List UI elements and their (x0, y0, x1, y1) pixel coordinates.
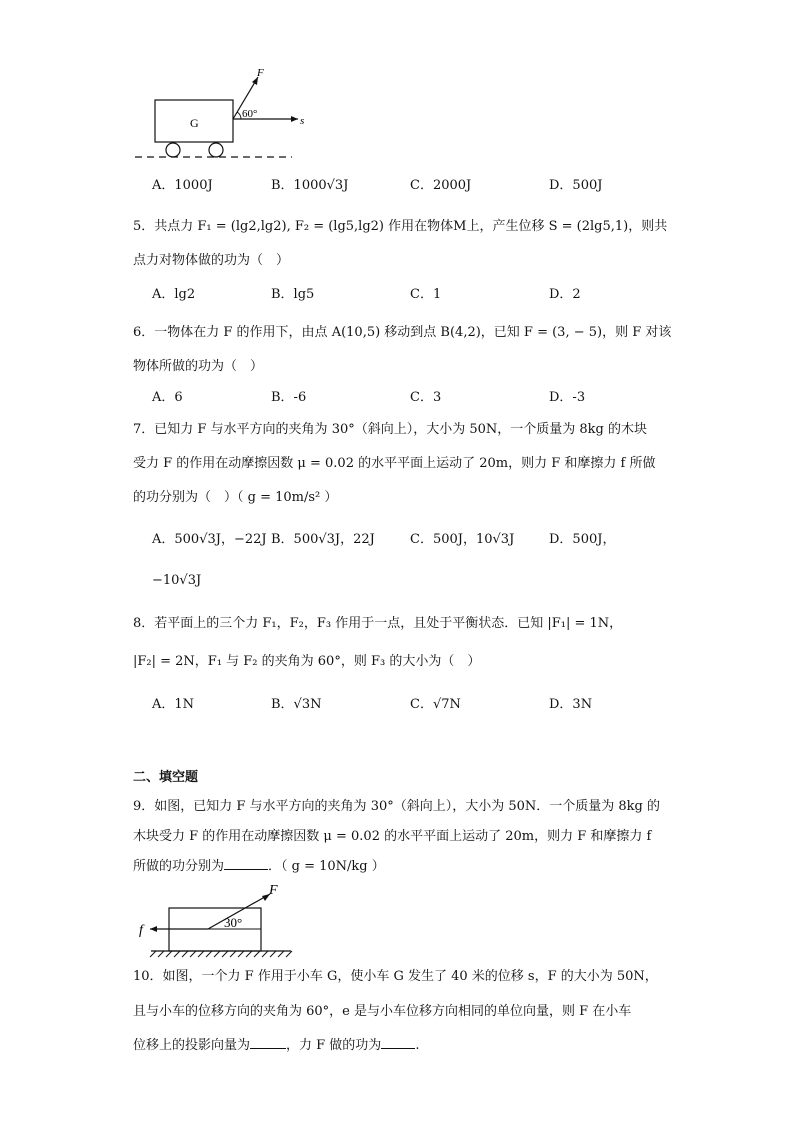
displacement-label: s (300, 115, 305, 127)
q10-text-line1: 10．如图，一个力 F 作用于小车 G，使小车 G 发生了 40 米的位移 s，F 的大小为 50N， (133, 969, 658, 984)
q7-text-line3: 的功分别为（ ）（ g = 10m/s² ） (133, 490, 338, 505)
section-title-fill-in: 二、填空题 (133, 770, 199, 785)
q7-text-line1: 7．已知力 F 与水平方向的夹角为 30°（斜向上），大小为 50N，一个质量为 8kg 的木块 (133, 422, 648, 437)
q8-option-c[interactable]: C．√7N (410, 697, 461, 712)
q7-option-a[interactable]: A．500√3J，−22J (152, 532, 267, 547)
q10-text-line3 (133, 1034, 419, 1056)
q4-option-d[interactable]: D．500J (549, 178, 603, 193)
q6-option-d[interactable]: D．-3 (549, 390, 586, 405)
q6-option-a[interactable]: A．6 (152, 390, 183, 405)
q10-text-line3c: . (415, 1038, 420, 1053)
q8-option-d[interactable]: D．3N (549, 697, 593, 712)
figure-cart-force (130, 62, 310, 162)
force-label: F (257, 67, 264, 79)
q5-option-b[interactable]: B．lg5 (271, 287, 315, 302)
cart-wheel-right (209, 143, 223, 157)
q5-text-line1: 5．共点力 F₁ = (lg2,lg2), F₂ = (lg5,lg2) 作用在物体M上，产生位移 S = (2lg5,1)，则共 (133, 219, 668, 234)
q10-text-line2: 且与小车的位移方向的夹角为 60°，e 是与小车位移方向相同的单位向量，则 F 在小车 (133, 1004, 632, 1019)
q9-text-line3 (133, 855, 385, 877)
figure-block-force (136, 880, 296, 958)
q10-text-line3a: 位移上的投影向量为 (133, 1038, 251, 1053)
q7-option-c[interactable]: C．500J，10√3J (410, 532, 515, 547)
displacement-arrow-head (291, 116, 298, 122)
angle-label: 30° (224, 915, 243, 930)
q8-text-line2: |F₂| = 2N，F₁ 与 F₂ 的夹角为 60°，则 F₃ 的大小为（ ） (133, 654, 481, 669)
angle-label: 60° (242, 108, 258, 120)
q10-text-line3b: ，力 F 做的功为 (286, 1038, 382, 1053)
q5-option-a[interactable]: A．lg2 (152, 287, 196, 302)
angle-arc (237, 112, 241, 119)
q5-text-line2: 点力对物体做的功为（ ） (133, 253, 290, 268)
q4-option-a[interactable]: A．1000J (152, 178, 213, 193)
friction-arrow-head (150, 926, 157, 932)
q8-text-line1: 8．若平面上的三个力 F₁，F₂，F₃ 作用于一点，且处于平衡状态．已知 |F₁| = 1N， (133, 616, 623, 631)
q9-answer-blank[interactable] (224, 855, 268, 870)
q5-option-d[interactable]: D．2 (549, 287, 581, 302)
q9-text-line1: 9．如图，已知力 F 与水平方向的夹角为 30°（斜向上），大小为 50N．一个质量为 8kg 的 (133, 799, 661, 814)
q6-option-c[interactable]: C．3 (410, 390, 442, 405)
q9-text-line3a: 所做的功分别为 (133, 859, 225, 874)
q9-text-line3b: ．（ g = 10N/kg ） (268, 859, 385, 874)
q9-text-line2: 木块受力 F 的作用在动摩擦因数 μ = 0.02 的水平平面上运动了 20m，则力 F 和摩擦力 f (133, 829, 652, 844)
friction-label: f (139, 923, 143, 938)
q7-option-d[interactable]: D．500J， (549, 532, 616, 547)
cart-wheel-left (166, 143, 180, 157)
q8-option-b[interactable]: B．√3N (271, 697, 322, 712)
cart-label: G (190, 116, 199, 130)
q10-answer-blank-2[interactable] (381, 1034, 415, 1049)
q4-option-c[interactable]: C．2000J (410, 178, 472, 193)
q6-text-line1: 6．一物体在力 F 的作用下，由点 A(10,5) 移动到点 B(4,2)，已知 F = (3, − 5)，则 F 对该 (133, 325, 672, 340)
q4-option-b[interactable]: B．1000√3J (271, 178, 349, 193)
q7-text-line2: 受力 F 的作用在动摩擦因数 μ = 0.02 的水平平面上运动了 20m，则力 F 和摩擦力 f 所做 (133, 456, 656, 471)
force-label: F (269, 883, 278, 898)
q6-option-b[interactable]: B．-6 (271, 390, 307, 405)
q10-answer-blank-1[interactable] (250, 1034, 286, 1049)
q7-option-d-cont: −10√3J (152, 573, 202, 588)
ground-hatching (150, 951, 292, 957)
q7-option-b[interactable]: B．500√3J，22J (271, 532, 375, 547)
q5-option-c[interactable]: C．1 (410, 287, 442, 302)
q8-option-a[interactable]: A．1N (152, 697, 195, 712)
q6-text-line2: 物体所做的功为（ ） (133, 359, 264, 374)
